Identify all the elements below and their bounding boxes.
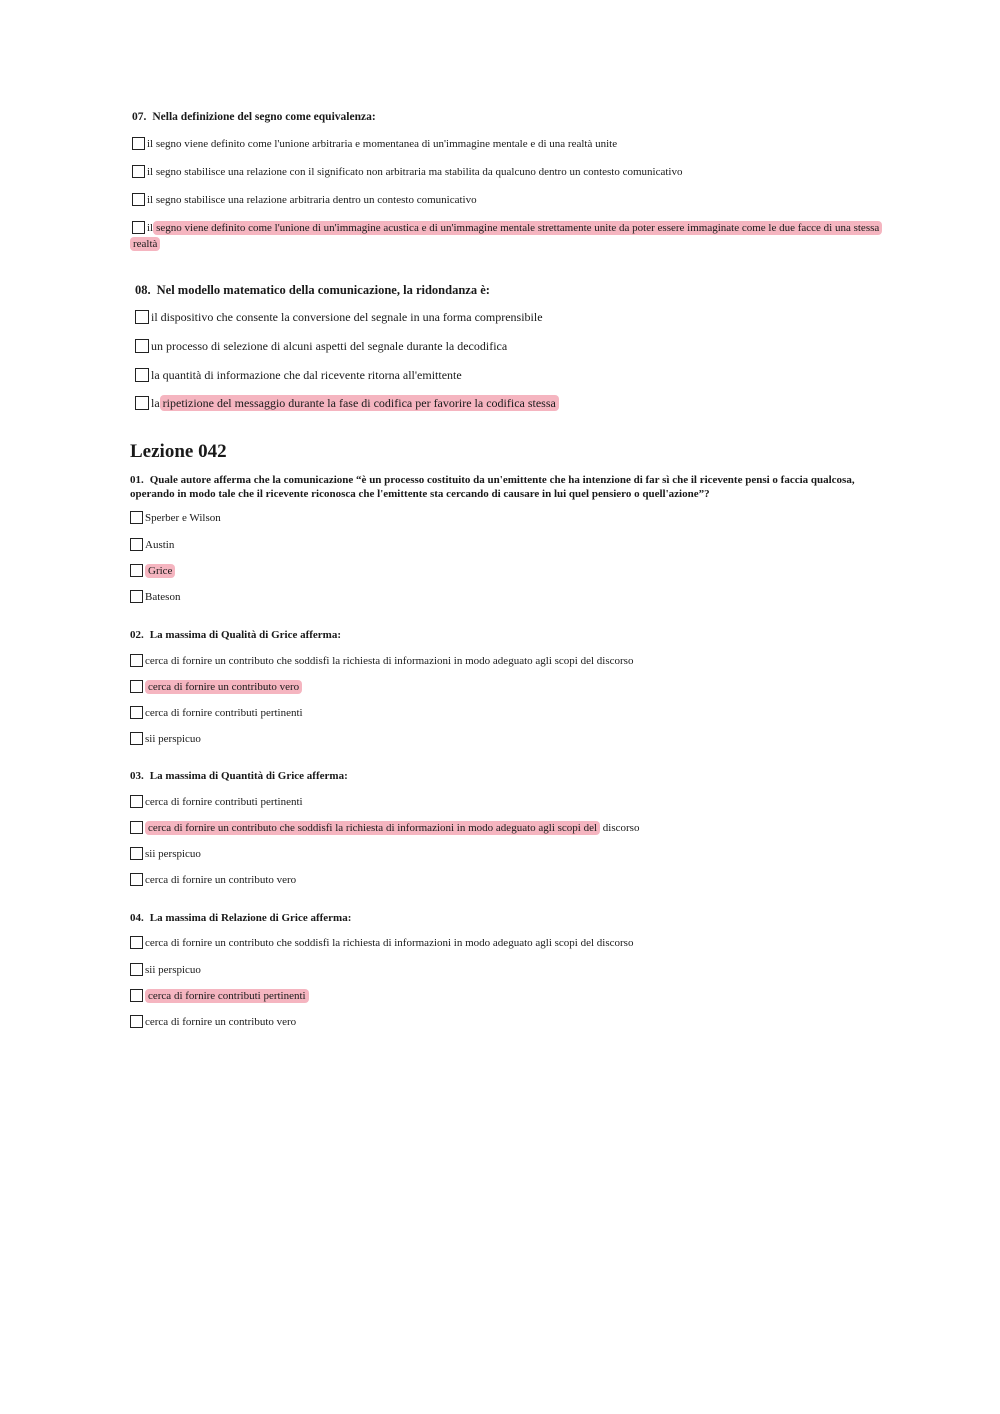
checkbox[interactable] — [130, 847, 143, 860]
question-text: La massima di Quantità di Grice afferma: — [149, 770, 348, 782]
lesson-heading: Lezione 042 — [130, 441, 227, 462]
option-text: Austin — [145, 539, 175, 551]
l03-option-4[interactable] — [130, 873, 296, 887]
answer-highlight: ripetizione del messaggio durante la fase di codifica per favorire la codifica stessa — [160, 395, 559, 411]
l02-option-2[interactable] — [130, 680, 302, 694]
checkbox[interactable] — [130, 706, 143, 719]
l01-option-3[interactable] — [130, 564, 175, 578]
answer-highlight: cerca di fornire un contributo vero — [145, 680, 302, 694]
question-text: La massima di Qualità di Grice afferma: — [149, 629, 342, 641]
q07-option-4-line2 — [130, 237, 160, 251]
checkbox[interactable] — [130, 564, 143, 577]
l01-option-1[interactable] — [130, 511, 221, 525]
l01-option-2[interactable] — [130, 538, 174, 552]
checkbox[interactable] — [130, 936, 143, 949]
l03-option-3[interactable] — [130, 847, 201, 861]
checkbox[interactable] — [130, 1015, 143, 1028]
question-number: 03. — [130, 770, 144, 782]
option-text: cerca di fornire un contributo vero — [145, 1016, 297, 1028]
option-text: il dispositivo che consente la conversione del segnale in una forma comprensibile — [151, 310, 543, 324]
l04-title — [130, 912, 351, 924]
q07-option-2[interactable] — [132, 165, 682, 179]
question-number: 07. — [132, 111, 147, 123]
checkbox[interactable] — [130, 821, 143, 834]
answer-highlight: cerca di fornire un contributo che soddisfi la richiesta di informazioni in modo adeguato agli scopi del — [145, 821, 600, 835]
q08-option-4[interactable] — [135, 396, 559, 410]
l02-option-4[interactable] — [130, 732, 201, 746]
answer-highlight: cerca di fornire contributi pertinenti — [145, 989, 309, 1003]
checkbox[interactable] — [132, 137, 145, 150]
checkbox[interactable] — [135, 310, 149, 324]
l02-option-3[interactable] — [130, 706, 303, 720]
checkbox[interactable] — [130, 590, 143, 603]
l01-option-4[interactable] — [130, 590, 180, 604]
checkbox[interactable] — [130, 538, 143, 551]
option-text: cerca di fornire contributi pertinenti — [145, 707, 303, 719]
q08-option-2[interactable] — [135, 339, 507, 353]
option-text: un processo di selezione di alcuni aspetti del segnale durante la decodifica — [151, 339, 508, 353]
answer-highlight: realtà — [130, 237, 160, 251]
checkbox[interactable] — [130, 511, 143, 524]
l02-title — [130, 629, 341, 641]
option-text: Sperber e Wilson — [145, 512, 221, 524]
l04-option-4[interactable] — [130, 1015, 296, 1029]
l04-option-2[interactable] — [130, 963, 201, 977]
option-text: sii perspicuo — [145, 848, 201, 860]
option-text: sii perspicuo — [145, 964, 201, 976]
option-text: sii perspicuo — [145, 733, 201, 745]
option-text: il segno stabilisce una relazione con il significato non arbitraria ma stabilita da qualcuno dentro un contesto comunicativo — [147, 166, 683, 178]
checkbox[interactable] — [130, 654, 143, 667]
l04-option-1[interactable] — [130, 936, 633, 950]
option-text-pre: la — [151, 396, 160, 410]
checkbox[interactable] — [135, 396, 149, 410]
question-number: 04. — [130, 912, 144, 924]
l03-title — [130, 770, 348, 782]
question-number: 08. — [135, 283, 151, 297]
checkbox[interactable] — [135, 339, 149, 353]
checkbox[interactable] — [130, 989, 143, 1002]
answer-highlight: segno viene definito come l'unione di un'immagine acustica e di un'immagine mentale strettamente unite da poter essere immaginate come le due facce di una stessa — [153, 221, 882, 235]
l04-option-3[interactable] — [130, 989, 309, 1003]
option-text: il segno viene definito come l'unione arbitraria e momentanea di un'immagine mentale e di una realtà unite — [147, 138, 618, 150]
l03-option-1[interactable] — [130, 795, 303, 809]
question-text: Nella definizione del segno come equivalenza: — [152, 111, 376, 123]
question-number: 01. — [130, 474, 144, 486]
option-text: Bateson — [145, 591, 181, 603]
question-text-line1: Quale autore afferma che la comunicazione “è un processo costituito da un'emittente che ha intenzione di far sì che il ricevente pensi o faccia qualcosa, — [149, 474, 855, 486]
checkbox[interactable] — [130, 795, 143, 808]
question-text: Nel modello matematico della comunicazione, la ridondanza è: — [156, 283, 490, 297]
option-text: il segno stabilisce una relazione arbitraria dentro un contesto comunicativo — [147, 194, 477, 206]
l01-title — [130, 474, 855, 486]
q08-option-1[interactable] — [135, 310, 543, 324]
checkbox[interactable] — [132, 165, 145, 178]
checkbox[interactable] — [135, 368, 149, 382]
question-08-title — [135, 283, 490, 298]
q08-option-3[interactable] — [135, 368, 462, 382]
question-text: La massima di Relazione di Grice afferma: — [149, 912, 352, 924]
checkbox[interactable] — [130, 873, 143, 886]
answer-highlight: Grice — [145, 564, 175, 578]
option-text-pre: il — [147, 222, 154, 234]
question-07-title — [132, 111, 376, 123]
checkbox[interactable] — [130, 680, 143, 693]
option-text-post: discorso — [602, 822, 640, 834]
option-text: cerca di fornire contributi pertinenti — [145, 796, 303, 808]
option-text: la quantità di informazione che dal ricevente ritorna all'emittente — [151, 368, 462, 382]
question-number: 02. — [130, 629, 144, 641]
l02-option-1[interactable] — [130, 654, 633, 668]
checkbox[interactable] — [130, 963, 143, 976]
option-text: cerca di fornire un contributo vero — [145, 874, 297, 886]
q07-option-1[interactable] — [132, 137, 617, 151]
l03-option-2[interactable] — [130, 821, 639, 835]
checkbox[interactable] — [132, 221, 145, 234]
l01-title-line2: operando in modo tale che il ricevente riconosca che l'emittente sta cercando di causare in lui quel pensiero o quell'azione”? — [130, 488, 710, 500]
q07-option-3[interactable] — [132, 193, 477, 207]
checkbox[interactable] — [132, 193, 145, 206]
option-text: cerca di fornire un contributo che soddisfi la richiesta di informazioni in modo adeguato agli scopi del discorso — [145, 655, 634, 667]
option-text: cerca di fornire un contributo che soddisfi la richiesta di informazioni in modo adeguato agli scopi del discorso — [145, 937, 634, 949]
q07-option-4[interactable] — [132, 221, 882, 235]
checkbox[interactable] — [130, 732, 143, 745]
